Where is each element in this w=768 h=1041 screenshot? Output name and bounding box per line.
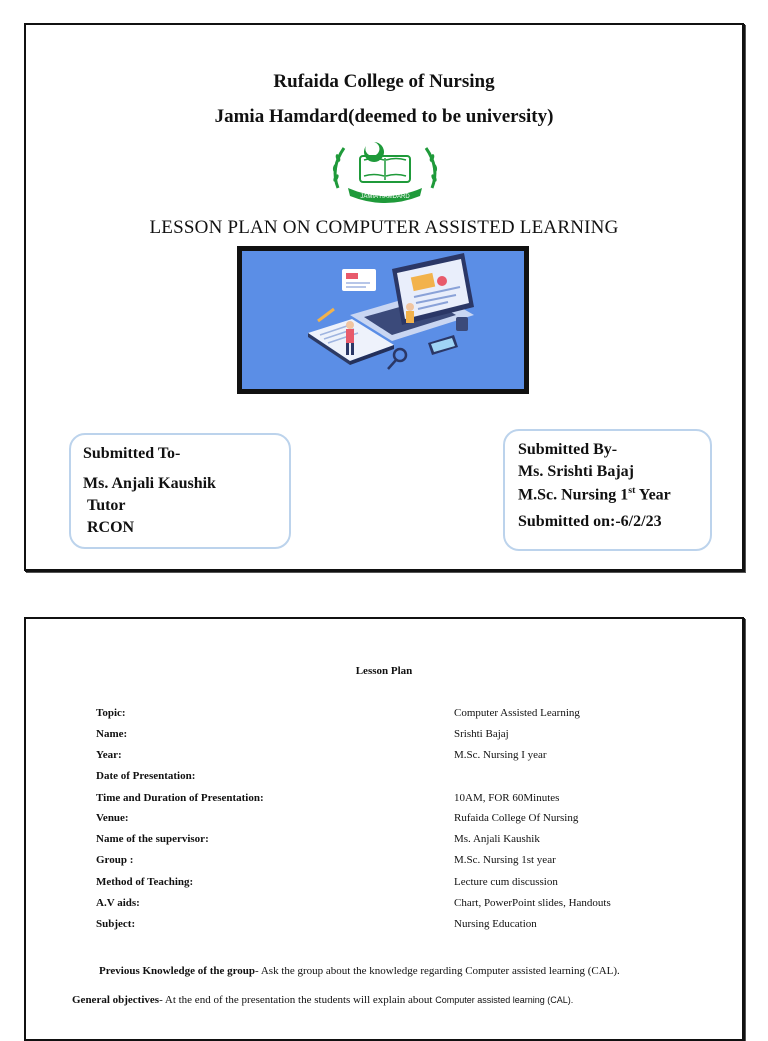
submitted-on-date: Submitted on:-6/2/23 (518, 513, 662, 530)
info-row-group (96, 854, 716, 874)
info-row-av-aids (96, 897, 716, 917)
info-row-subject (96, 918, 716, 938)
info-row-date (96, 770, 716, 790)
submitted-to-name: Ms. Anjali Kaushik (83, 475, 216, 492)
info-row-supervisor (96, 833, 716, 853)
lesson-plan-heading: Lesson Plan (355, 665, 413, 677)
info-value: Ms. Anjali Kaushik (454, 833, 540, 845)
info-row-topic (96, 707, 716, 727)
university-name: Jamia Hamdard(deemed to be university) (214, 106, 554, 127)
info-label: Name of the supervisor: (96, 833, 209, 845)
info-value: 10AM, FOR 60Minutes (454, 792, 560, 804)
general-objectives-paragraph: General objectives- At the end of the presentation the students will explain about Computer assisted learning (CAL). (72, 994, 574, 1006)
computer-learning-illustration (237, 246, 529, 394)
info-label: Topic: (96, 707, 126, 719)
college-name: Rufaida College of Nursing (273, 71, 495, 92)
submitted-by-name: Ms. Srishti Bajaj (518, 463, 634, 480)
info-label: Subject: (96, 918, 136, 930)
previous-knowledge-paragraph: Previous Knowledge of the group- Ask the group about the knowledge regarding Computer assisted learning (CAL). (99, 965, 620, 977)
info-label: Year: (96, 749, 122, 761)
info-label: Time and Duration of Presentation: (96, 792, 264, 804)
submitted-to-org: RCON (87, 519, 135, 536)
laptop-illustration-icon (242, 251, 524, 389)
info-row-time (96, 792, 716, 812)
info-row-method (96, 876, 716, 896)
cover-page (24, 23, 744, 571)
submitted-to-box (69, 433, 291, 549)
info-label: Method of Teaching: (96, 876, 194, 888)
info-value: Srishti Bajaj (454, 728, 509, 740)
info-value: Chart, PowerPoint slides, Handouts (454, 897, 611, 909)
info-label: Date of Presentation: (96, 770, 196, 782)
lesson-title: LESSON PLAN ON COMPUTER ASSISTED LEARNING (149, 217, 619, 238)
info-value: Rufaida College Of Nursing (454, 812, 579, 824)
info-value: Nursing Education (454, 918, 537, 930)
info-value: M.Sc. Nursing I year (454, 749, 547, 761)
info-row-venue (96, 812, 716, 832)
submitted-to-role: Tutor (87, 497, 126, 514)
info-label: A.V aids: (96, 897, 140, 909)
info-value: Computer Assisted Learning (454, 707, 580, 719)
logo-text: JAMIA HAMDARD (360, 194, 410, 200)
info-label: Name: (96, 728, 128, 740)
jamia-hamdard-logo (326, 138, 444, 204)
submitted-by-box (503, 429, 712, 551)
info-row-name (96, 728, 716, 748)
info-value: Lecture cum discussion (454, 876, 558, 888)
info-label: Venue: (96, 812, 129, 824)
info-label: Group : (96, 854, 134, 866)
info-row-year (96, 749, 716, 769)
submitted-to-heading: Submitted To- (83, 445, 181, 462)
submitted-by-heading: Submitted By- (518, 441, 618, 458)
info-value: M.Sc. Nursing 1st year (454, 854, 556, 866)
lesson-plan-page (24, 617, 744, 1041)
submitted-by-course: M.Sc. Nursing 1st Year (518, 485, 671, 504)
